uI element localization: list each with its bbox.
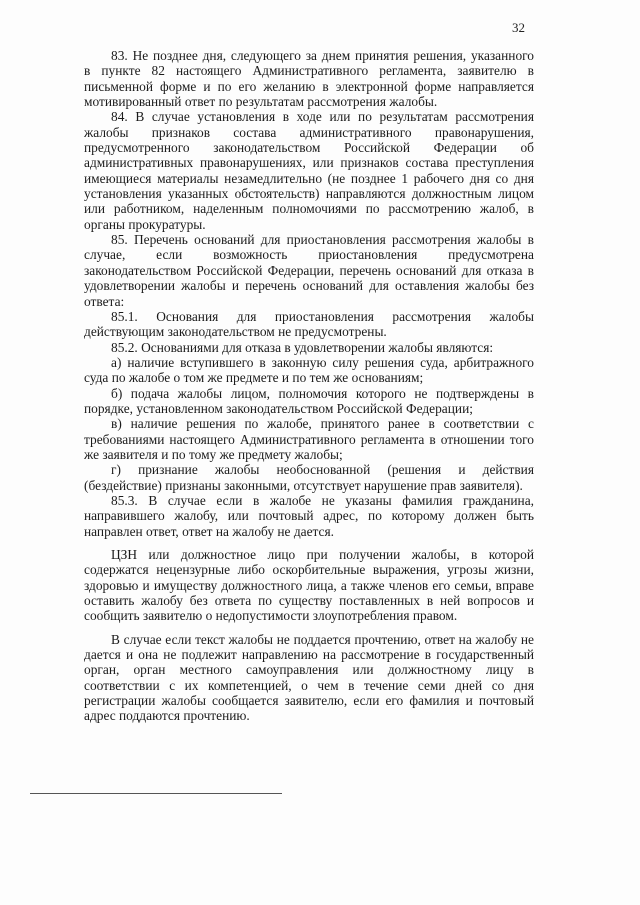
paragraph-p85-1: [84, 309, 534, 340]
text-line: здоровью и имуществу должностного лица, а также членов его семьи, вправе: [84, 577, 534, 593]
paragraph-p85-3: [84, 493, 534, 539]
paragraph-p85-2: [84, 340, 534, 355]
text-line: органы прокуратуры.: [84, 216, 206, 232]
text-line: 84. В случае установления в ходе или по результатам рассмотрения: [111, 109, 534, 125]
paragraph-gap: [84, 539, 534, 547]
text-line: или работником, наделенным полномочиями по рассмотрению жалоб, в: [84, 201, 534, 217]
text-line: сообщить заявителю о недопустимости злоупотребления правом.: [84, 608, 458, 624]
text-line: регистрации жалобы сообщается заявителю, если его фамилия и почтовый: [84, 693, 534, 709]
text-line: суда по жалобе о том же предмете и по тем же основаниям;: [84, 370, 424, 386]
paragraph-gap: [84, 624, 534, 632]
text-line: административных правонарушениях, или признаков состава преступления: [84, 155, 534, 171]
text-line: ЦЗН или должностное лицо при получении жалобы, в которой: [111, 547, 534, 562]
document-body: [84, 48, 534, 724]
text-line: б) подача жалобы лицом, полномочия которого не подтверждены в: [111, 385, 534, 401]
text-line: оставить жалобу без ответа по существу поставленных в ней вопросов и: [84, 593, 534, 609]
text-line: 83. Не позднее дня, следующего за днем принятия решения, указанного: [111, 48, 534, 63]
paragraph-p85-2d: [84, 462, 534, 493]
text-line: же заявителя и по тому же предмету жалобы;: [84, 446, 343, 462]
text-line: мотивированный ответ по результатам рассмотрения жалобы.: [84, 94, 438, 110]
paragraph-p-czn: [84, 547, 534, 624]
paragraph-p-text: [84, 632, 534, 724]
text-line: а) наличие вступившего в законную силу решения суда, арбитражного: [111, 354, 534, 370]
text-line: действующим законодательством не предусмотрены.: [84, 324, 387, 340]
text-line: случае, если возможность приостановления предусмотрена: [84, 247, 534, 263]
text-line: ответа:: [84, 293, 125, 309]
paragraph-p85-2a: [84, 355, 534, 386]
text-line: предусмотренного законодательством Российской Федерации об: [84, 140, 534, 156]
text-line: удовлетворении жалобы и перечень оснований для оставления жалобы без: [84, 278, 534, 294]
text-line: дается и она не подлежит направлению на рассмотрение в государственный: [84, 647, 534, 663]
text-line: порядке, установленном законодательством Российской Федерации;: [84, 400, 473, 416]
text-line: законодательством Российской Федерации, перечень оснований для отказа в: [84, 262, 534, 278]
paragraph-p85: [84, 232, 534, 309]
text-line: В случае если текст жалобы не поддается прочтению, ответ на жалобу не: [111, 631, 534, 647]
text-line: 85.2. Основаниями для отказа в удовлетворении жалобы являются:: [111, 339, 494, 355]
paragraph-p83: [84, 48, 534, 109]
text-line: (бездействие) признаны законными, отсутствует нарушение прав заявителя).: [84, 477, 523, 493]
text-line: г) признание жалобы необоснованной (решения и действия: [111, 462, 534, 478]
text-line: 85. Перечень оснований для приостановления рассмотрения жалобы в: [111, 232, 534, 248]
text-line: требованиями настоящего Административного регламента в отношении того: [84, 431, 534, 447]
paragraph-p84: [84, 109, 534, 232]
paragraph-p85-2b: [84, 386, 534, 417]
text-line: в) наличие решения по жалобе, принятого ранее в соответствии с: [111, 416, 534, 432]
text-line: содержатся нецензурные либо оскорбительные выражения, угрозы жизни,: [84, 562, 534, 578]
page-number: 32: [512, 20, 525, 35]
text-line: адрес поддаются прочтению.: [84, 708, 250, 724]
text-line: имеющиеся материалы незамедлительно (не позднее 1 рабочего дня со дня: [84, 170, 534, 186]
text-line: в пункте 82 настоящего Административного регламента, заявителю в: [84, 63, 534, 79]
footer-rule: [30, 793, 282, 794]
text-line: соответствии с их компетенцией, о чем в течение семи дней со дня: [84, 677, 534, 693]
paragraph-p85-2c: [84, 416, 534, 462]
text-line: направившего жалобу, или почтовый адрес, по которому должен быть: [84, 508, 534, 524]
text-line: письменной форме и по его желанию в электронной форме направляется: [84, 78, 534, 94]
text-line: установления указанных обстоятельств) направляются должностным лицом: [84, 186, 534, 202]
text-line: 85.1. Основания для приостановления рассмотрения жалобы: [111, 308, 534, 324]
text-line: орган, орган местного самоуправления или должностному лицу в: [84, 662, 534, 678]
text-line: 85.3. В случае если в жалобе не указаны фамилия гражданина,: [111, 492, 534, 508]
text-line: жалобы признаков состава административного правонарушения,: [84, 124, 534, 140]
text-line: направлен ответ, ответ на жалобу не дается.: [84, 523, 334, 539]
